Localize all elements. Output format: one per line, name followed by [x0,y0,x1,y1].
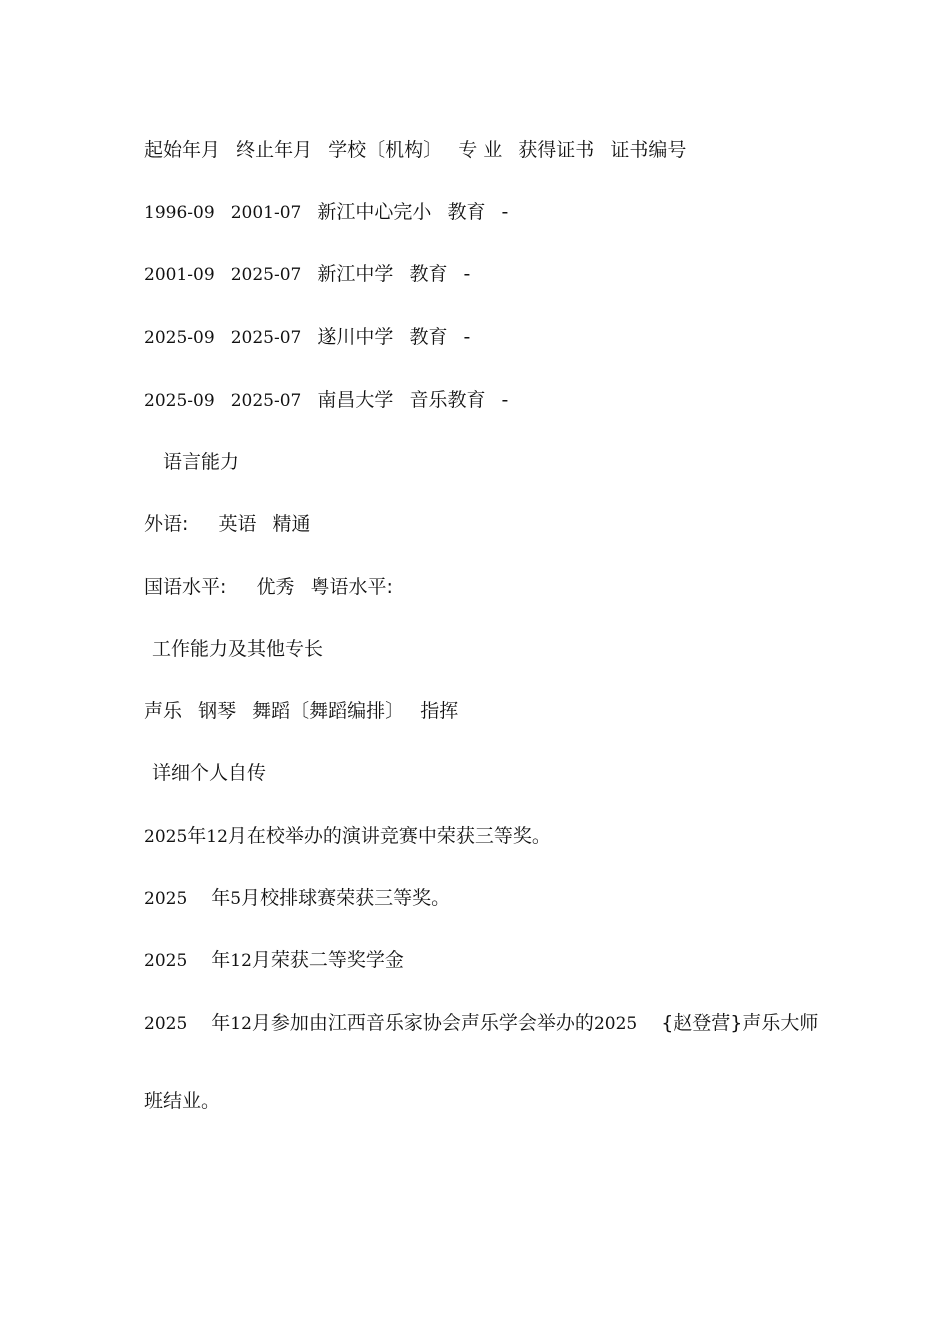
bio-line [144,884,450,912]
bio-year-char: 年 [211,1012,231,1034]
bio-year: 2025 [144,951,188,971]
education-row [144,198,508,226]
skill-item: 指挥 [420,700,459,722]
row-major: 音乐教育 [409,389,486,411]
bio-year-char: 年 [187,825,207,847]
row-end: 2001-07 [230,203,302,223]
header-start: 起始年月 [144,139,221,161]
bio-text: {赵登营}声乐大师 [661,1012,819,1034]
row-school: 新江中学 [317,263,394,285]
row-school: 新江中心完小 [317,201,432,223]
foreign-level: 精通 [272,513,311,535]
bio-month: 12 [230,1014,252,1034]
bio-year-char: 年 [211,887,231,909]
mandarin-line [144,573,393,601]
bio-month: 5 [230,889,242,909]
foreign-language-line [144,510,311,538]
row-start: 1996-09 [144,203,215,223]
bio-year: 2025 [144,827,188,847]
skill-item: 声乐 [144,700,183,722]
bio-text: 月校排球赛荣获三等奖。 [241,887,451,909]
skill-item: 舞蹈〔舞蹈编排〕 [252,700,405,722]
bio-year: 2025 [593,1014,638,1034]
row-major: 教育 [447,201,486,223]
education-row [144,323,470,351]
bio-text: 月参加由江西音乐家协会声乐学会举办的 [251,1012,594,1034]
bio-month: 12 [230,951,252,971]
bio-heading: 详细个人自传 [152,762,267,784]
bio-month: 12 [206,827,228,847]
bio-line [144,946,404,974]
row-school: 南昌大学 [317,389,394,411]
row-cert: - [501,201,509,223]
header-major: 专 业 [458,139,503,161]
row-end: 2025-07 [230,391,302,411]
row-cert: - [501,389,509,411]
bio-year: 2025 [144,1014,188,1034]
mandarin-label: 国语水平: [144,576,227,598]
bio-year: 2025 [144,889,188,909]
row-start: 2025-09 [144,328,215,348]
skill-item: 钢琴 [198,700,237,722]
education-header [144,136,686,164]
cantonese-label: 粤语水平: [310,576,393,598]
education-row [144,260,470,288]
language-heading: 语言能力 [163,451,240,473]
education-row [144,386,508,414]
bio-text: 月荣获二等奖学金 [251,949,404,971]
bio-year-char: 年 [211,949,231,971]
row-cert: - [463,263,471,285]
header-cert: 获得证书 [518,139,595,161]
bio-line: 班结业。 [144,1090,221,1112]
row-end: 2025-07 [230,265,302,285]
header-school: 学校〔机构〕 [328,139,443,161]
skills-line [144,697,458,725]
mandarin-level: 优秀 [256,576,295,598]
row-major: 教育 [409,263,448,285]
row-end: 2025-07 [230,328,302,348]
header-cert-no: 证书编号 [610,139,687,161]
header-end: 终止年月 [236,139,313,161]
row-start: 2001-09 [144,265,215,285]
row-cert: - [463,326,471,348]
bio-line [144,822,551,850]
bio-line [144,1009,818,1037]
skills-heading: 工作能力及其他专长 [152,638,324,660]
row-school: 遂川中学 [317,326,394,348]
foreign-lang: 英语 [218,513,257,535]
bio-text: 月在校举办的演讲竞赛中荣获三等奖。 [227,825,551,847]
row-start: 2025-09 [144,391,215,411]
row-major: 教育 [409,326,448,348]
foreign-label: 外语: [144,513,189,535]
